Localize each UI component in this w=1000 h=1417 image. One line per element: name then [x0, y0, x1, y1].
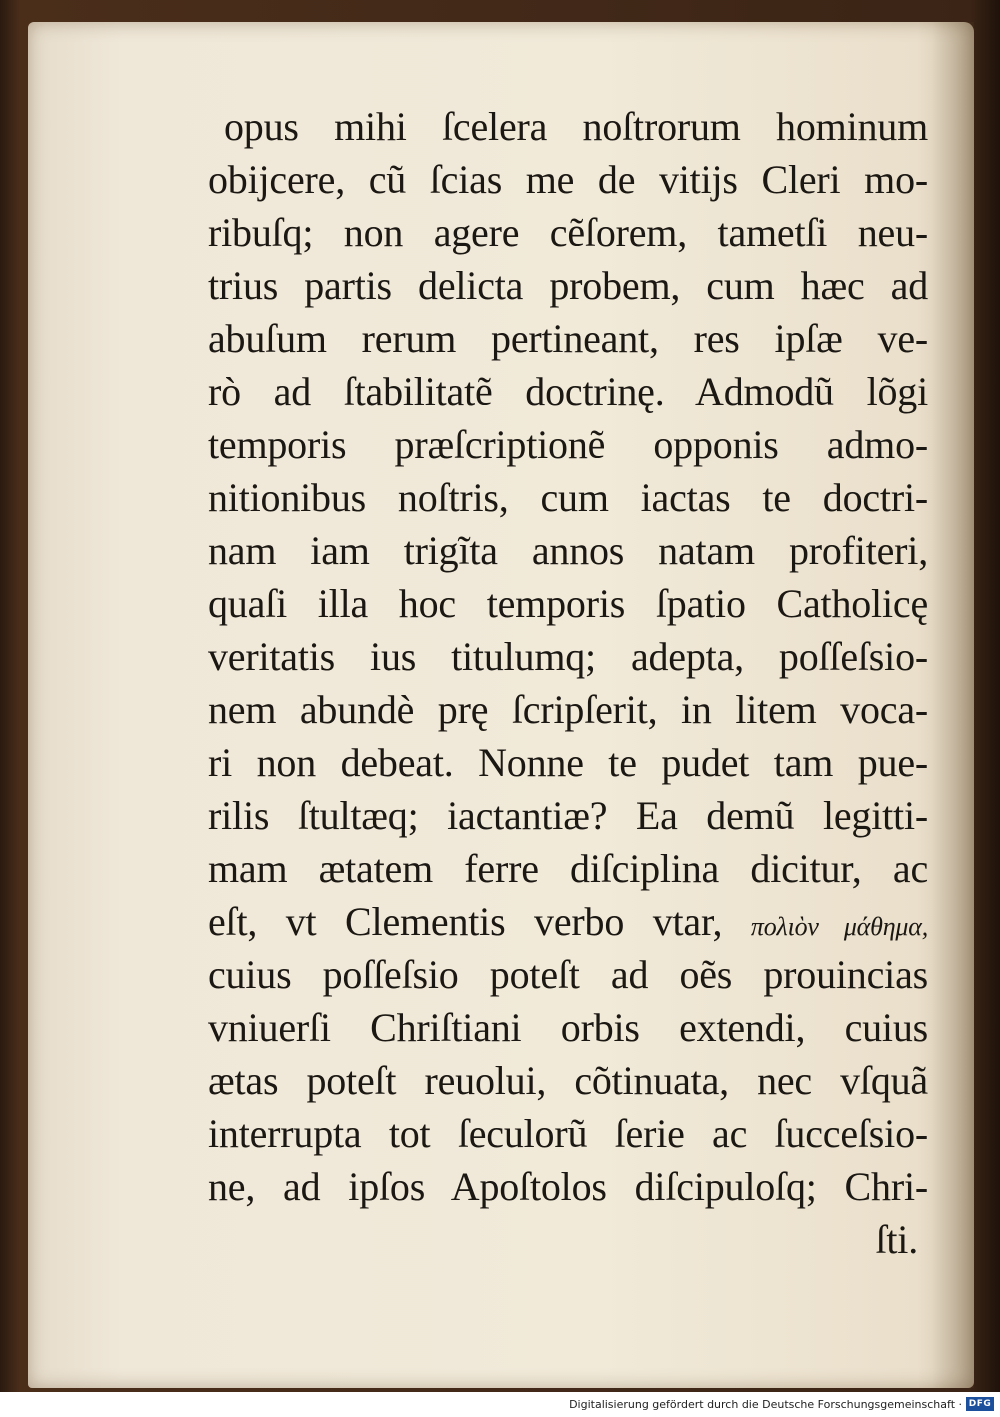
text-line: mam ætatem ferre diſciplina dicitur, ac — [208, 846, 928, 891]
text-line: interrupta tot ſeculorũ ſerie ac ſucceſsio- — [208, 1111, 928, 1156]
text-line: abuſum rerum pertineant, res ipſæ ve- — [208, 316, 928, 361]
text-line-with-greek — [208, 895, 928, 948]
text-line-latin: eſt, vt Clementis verbo vtar, — [208, 899, 723, 944]
text-line: opus mihi ſcelera noſtrorum hominum — [224, 104, 928, 149]
text-line: obijcere, cũ ſcias me de vitijs Cleri mo- — [208, 157, 928, 202]
text-line: nitionibus noſtris, cum iactas te doctri- — [208, 475, 928, 520]
catchword: ſti. — [875, 1217, 918, 1262]
text-line: nem abundè prę ſcripſerit, in litem voca- — [208, 687, 928, 732]
greek-phrase: πολιὸν μάθημα, — [750, 912, 928, 941]
text-line: ætas poteſt reuolui, cõtinuata, nec vſquã — [208, 1058, 928, 1103]
funding-credit: Digitalisierung gefördert durch die Deutsche Forschungsgemeinschaft · — [569, 1398, 962, 1411]
text-line: rò ad ſtabilitatẽ doctrinę. Admodũ lõgi — [208, 369, 928, 414]
text-line: veritatis ius titulumq; adepta, poſſeſsio- — [208, 634, 928, 679]
dfg-logo: DFG — [966, 1397, 994, 1411]
book-page — [28, 22, 974, 1388]
text-line: cuius poſſeſsio poteſt ad oẽs prouincias — [208, 952, 928, 997]
page-text — [208, 100, 928, 1266]
text-line: trius partis delicta probem, cum hæc ad — [208, 263, 928, 308]
digitization-footer — [0, 1392, 1000, 1417]
text-line: temporis præſcriptionẽ opponis admo- — [208, 422, 928, 467]
text-line: ne, ad ipſos Apoſtolos diſcipuloſq; Chri- — [208, 1164, 928, 1209]
text-line: vniuerſi Chriſtiani orbis extendi, cuius — [208, 1005, 928, 1050]
text-line: rilis ſtultæq; iactantiæ? Ea demũ legitti- — [208, 793, 928, 838]
text-line: ri non debeat. Nonne te pudet tam pue- — [208, 740, 928, 785]
text-line: quaſi illa hoc temporis ſpatio Catholicę — [208, 581, 928, 626]
text-line: ribuſq; non agere cẽſorem, tametſi neu- — [208, 210, 928, 255]
text-line: nam iam trigĩta annos natam profiteri, — [208, 528, 928, 573]
page-fold-shadow — [932, 22, 974, 1388]
